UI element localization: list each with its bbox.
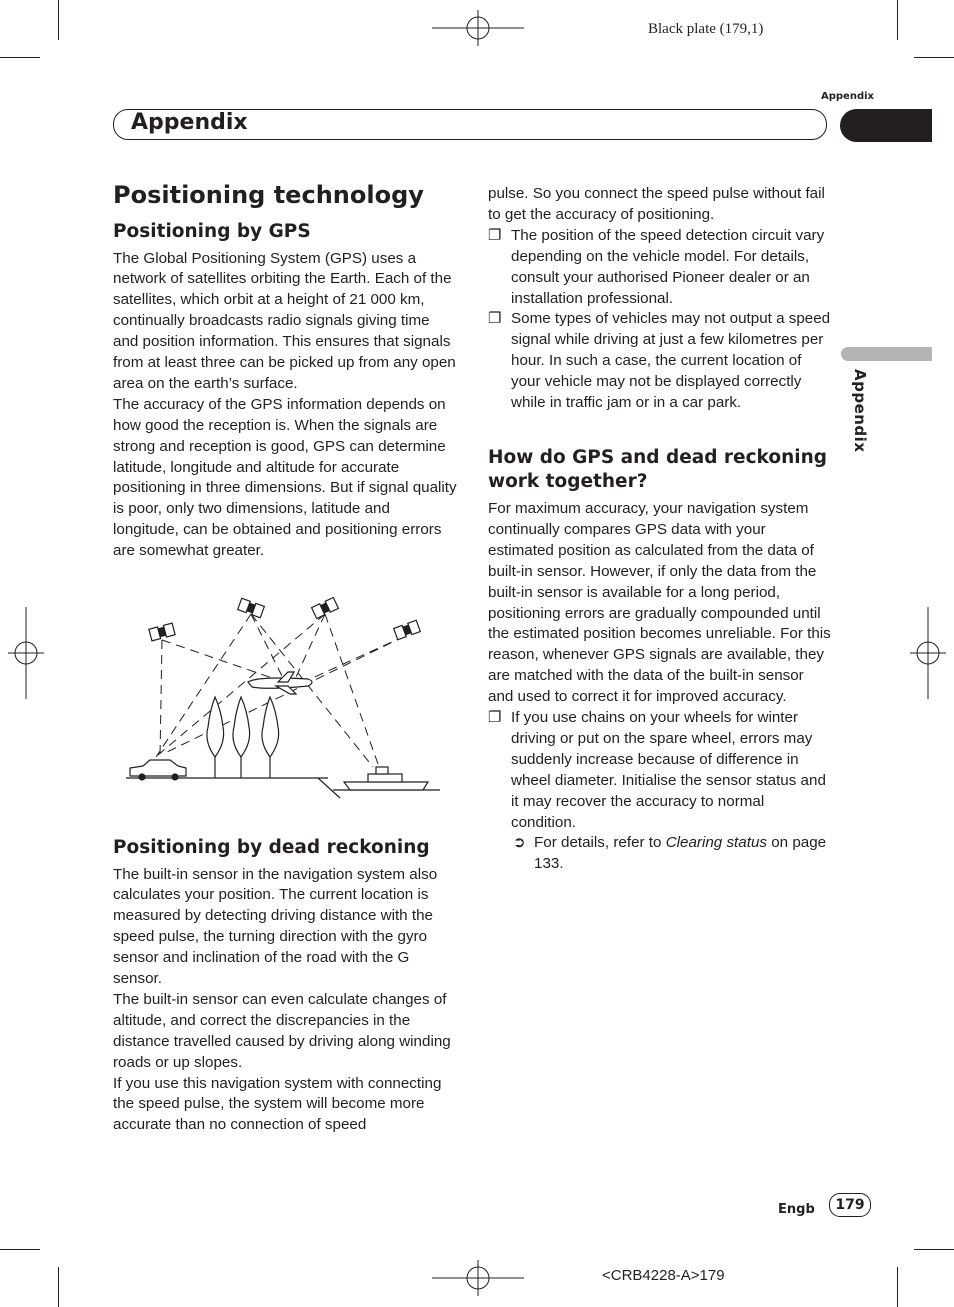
side-tab-marker [841, 347, 932, 361]
crop-mark [58, 1267, 59, 1307]
reference-suffix: on page 133. [534, 834, 827, 873]
note-item [488, 309, 833, 414]
dead-reckoning-paragraph: The built-in sensor in the navigation system also calculates your position. The current location is measured by detecting driving distance with the speed pulse, the turning direction with the gyro sensor and inclination of the road with the G sensor. [113, 865, 438, 988]
gps-illustration [118, 592, 448, 802]
checkbox-bullet-icon: ❐ [488, 226, 502, 244]
section-tab-marker [840, 109, 932, 142]
gps-paragraph: The accuracy of the GPS information depends on how good the reception is. When the signals are strong and reception is good, GPS can determine latitude, longitude and altitude for accurate positioning in three dimensions. But if signal quality is poor, only two dimensions, latitude and longitude, can be obtained and positioning errors are somewhat greater. [113, 395, 457, 560]
dead-reckoning-paragraph: If you use this navigation system with connecting the speed pulse, the system will become more accurate than no connection of speed [113, 1074, 442, 1134]
language-code: Engb [778, 1202, 815, 1217]
running-header-label: Appendix [821, 91, 874, 102]
airplane-icon [248, 672, 312, 694]
ship-icon [344, 767, 428, 790]
dead-reckoning-heading: Positioning by dead reckoning [113, 837, 430, 858]
crop-mark [897, 1267, 898, 1307]
gps-section [113, 220, 458, 562]
note-text: The position of the speed detection circuit vary depending on the vehicle model. For details, consult your authorised Pioneer dealer or an installation professional. [511, 226, 825, 307]
crop-mark [914, 1249, 954, 1250]
crop-mark [0, 1249, 40, 1250]
right-column [488, 184, 833, 875]
note-text: Some types of vehicles may not output a speed signal while driving at just a few kilometres per hour. In such a case, the current location of your vehicle may not be displayed correctly while in traffic jam or in a car park. [511, 310, 831, 412]
section-banner-title: Appendix [131, 110, 248, 135]
page-number: 179 [829, 1193, 871, 1217]
reference-item [488, 833, 833, 875]
checkbox-bullet-icon: ❐ [488, 709, 502, 727]
reference-prefix: For details, refer to [534, 834, 666, 852]
tree-icon [207, 697, 279, 778]
continued-paragraph: pulse. So you connect the speed pulse without fail to get the accuracy of positioning. [488, 185, 825, 223]
page-title: Positioning technology [113, 181, 424, 209]
gps-paragraph: The Global Positioning System (GPS) uses a network of satellites orbiting the Earth. Each of the satellites, which orbit at a height of 21 000 km, continually broadcasts radio signals giving time and position information. This ensures that signals from at least three can be picked up from any open area on the earth’s surface. [113, 249, 456, 392]
reference-link[interactable]: Clearing status [665, 834, 767, 852]
arrow-reference-icon: ➲ [513, 834, 526, 852]
registration-mark [908, 605, 948, 701]
crop-mark [0, 57, 40, 58]
note-item [488, 226, 833, 310]
registration-mark [6, 605, 46, 701]
car-icon [130, 760, 186, 780]
together-paragraph: For maximum accuracy, your navigation system continually compares GPS data with your estimated position as calculated from the data of built-in sensor. However, if only the data from the built-in sensor is available for a long period, positioning errors are gradually compounded until the estimated position becomes unreliable. For this reason, whenever GPS signals are available, they are matched with the data of the built-in sensor and used to correct it for improved accuracy. [488, 499, 831, 706]
plate-info: Black plate (179,1) [648, 21, 764, 37]
satellite-icon [149, 597, 420, 640]
note-item [488, 708, 833, 833]
side-tab-label: Appendix [851, 369, 869, 453]
crop-mark [914, 57, 954, 58]
registration-mark [430, 1258, 526, 1298]
document-code: <CRB4228-A>179 [602, 1267, 725, 1284]
crop-mark [58, 0, 59, 40]
checkbox-bullet-icon: ❐ [488, 310, 502, 328]
together-heading: How do GPS and dead reckoning work together? [488, 446, 827, 493]
gps-heading: Positioning by GPS [113, 221, 311, 242]
registration-mark [430, 8, 526, 48]
crop-mark [897, 0, 898, 40]
note-text: If you use chains on your wheels for winter driving or put on the spare wheel, errors may suddenly increase because of difference in wheel diameter. Initialise the sensor status and it may recover the accuracy to normal condition. [511, 709, 826, 831]
dead-reckoning-section [113, 836, 458, 1136]
dead-reckoning-paragraph: The built-in sensor can even calculate changes of altitude, and correct the discrepancies in the distance travelled caused by driving along winding roads or up slopes. [113, 990, 451, 1071]
